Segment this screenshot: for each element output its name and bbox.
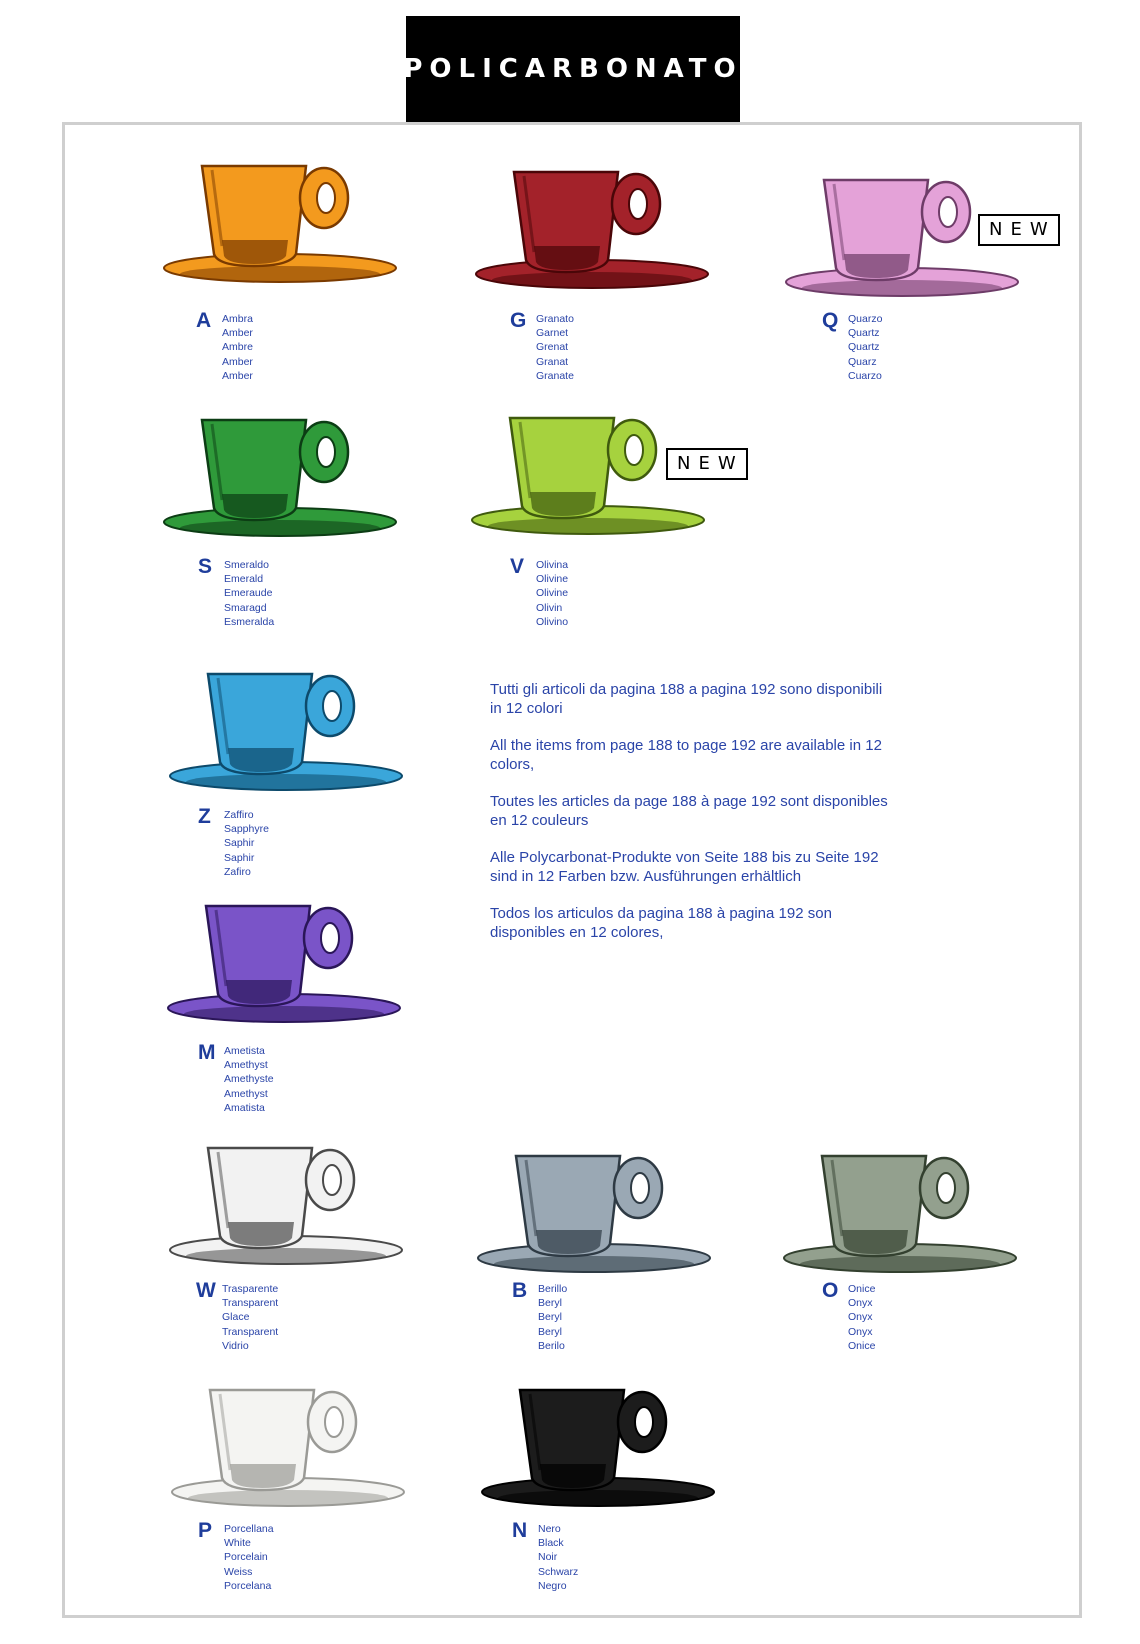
- color-label-v: [510, 556, 568, 629]
- color-name: Garnet: [536, 327, 569, 340]
- color-names: [848, 312, 882, 383]
- color-name: Saphir: [224, 851, 255, 864]
- color-name: Beryl: [538, 1325, 562, 1338]
- color-name: Olivine: [536, 573, 569, 586]
- page-title: POLICARBONATO: [406, 16, 740, 122]
- note-english: All the items from page 188 to page 192 are available in 12 colors,: [490, 737, 882, 773]
- cup-o-image: [780, 1146, 1020, 1286]
- color-name: Sapphyre: [224, 823, 269, 836]
- color-name: Ambra: [222, 313, 253, 325]
- color-name: Berillo: [538, 1283, 568, 1295]
- color-name: Onice: [848, 1283, 876, 1295]
- cup-m-image: [164, 896, 404, 1036]
- color-name: Beryl: [538, 1297, 562, 1310]
- color-label-q: [822, 310, 882, 383]
- color-name: Emerald: [224, 573, 264, 586]
- color-name: Black: [538, 1537, 564, 1550]
- color-name: Transparent: [222, 1325, 279, 1338]
- color-label-n: [512, 1520, 578, 1593]
- color-name: Onice: [848, 1339, 876, 1352]
- color-name: Transparent: [222, 1297, 279, 1310]
- color-code: O: [822, 1279, 839, 1302]
- color-code: A: [196, 309, 212, 332]
- color-label-s: [198, 556, 274, 629]
- color-name: Trasparente: [222, 1283, 279, 1295]
- color-code: V: [510, 555, 525, 578]
- cup-b-image: [474, 1146, 714, 1286]
- color-code: M: [198, 1041, 216, 1064]
- color-name: Quarzo: [848, 313, 883, 325]
- color-name: Amber: [222, 327, 253, 340]
- color-names: [224, 808, 269, 879]
- color-name: Zafiro: [224, 865, 251, 878]
- color-name: Smeraldo: [224, 559, 269, 571]
- color-name: Granat: [536, 355, 569, 368]
- color-name: Olivin: [536, 601, 563, 614]
- color-name: Cuarzo: [848, 369, 882, 382]
- color-name: Zaffiro: [224, 809, 254, 821]
- color-name: Onyx: [848, 1311, 873, 1324]
- color-name: Amber: [222, 369, 253, 382]
- color-names: [536, 558, 568, 629]
- color-name: Porcellana: [224, 1523, 274, 1535]
- color-label-z: [198, 806, 269, 879]
- color-name: Grenat: [536, 341, 569, 354]
- color-name: Esmeralda: [224, 615, 275, 628]
- cup-p-image: [168, 1380, 408, 1520]
- color-name: Quartz: [848, 327, 880, 340]
- color-name: Noir: [538, 1551, 558, 1564]
- color-label-o: [822, 1280, 875, 1353]
- color-name: Smaragd: [224, 601, 267, 614]
- cup-s-image: [160, 410, 400, 550]
- color-name: Olivina: [536, 559, 569, 571]
- color-name: Onyx: [848, 1325, 873, 1338]
- color-name: Schwarz: [538, 1565, 579, 1578]
- new-badge-quartz: NEW: [978, 214, 1060, 246]
- color-name: Vidrio: [222, 1339, 249, 1352]
- note-german: Alle Polycarbonat-Produkte von Seite 188 bis zu Seite 192 sind in 12 Farben bzw. Ausführungen erhältlich: [490, 849, 879, 885]
- cup-w-image: [166, 1138, 406, 1278]
- color-name: Negro: [538, 1579, 567, 1592]
- color-name: Granato: [536, 313, 574, 325]
- color-name: Ambre: [222, 341, 253, 354]
- color-names: [536, 312, 574, 383]
- color-name: Porcelain: [224, 1551, 268, 1564]
- color-label-w: [196, 1280, 278, 1353]
- note-spanish: Todos los articulos da pagina 188 à pagina 192 son disponibles en 12 colores,: [490, 905, 832, 941]
- color-name: Olivine: [536, 587, 569, 600]
- cup-g-image: [472, 162, 712, 302]
- color-names: [538, 1522, 578, 1593]
- color-code: N: [512, 1519, 528, 1542]
- color-names: [222, 1282, 278, 1353]
- color-names: [224, 1522, 274, 1593]
- color-name: Amethyst: [224, 1059, 268, 1072]
- color-name: Onyx: [848, 1297, 873, 1310]
- color-names: [224, 1044, 274, 1115]
- color-names: [538, 1282, 567, 1353]
- color-code: B: [512, 1279, 528, 1302]
- color-label-p: [198, 1520, 274, 1593]
- color-name: Amatista: [224, 1101, 265, 1114]
- color-name: Olivino: [536, 615, 569, 628]
- color-name: White: [224, 1537, 251, 1550]
- color-names: [222, 312, 253, 383]
- cup-z-image: [166, 664, 406, 804]
- color-code: S: [198, 555, 213, 578]
- color-names: [848, 1282, 875, 1353]
- color-name: Ametista: [224, 1045, 265, 1057]
- color-name: Amethyste: [224, 1073, 274, 1086]
- color-name: Berilo: [538, 1339, 565, 1352]
- cup-a-image: [160, 156, 400, 296]
- note-french: Toutes les articles da page 188 à page 192 sont disponibles en 12 couleurs: [490, 793, 888, 829]
- color-name: Emeraude: [224, 587, 273, 600]
- color-name: Amethyst: [224, 1087, 268, 1100]
- color-name: Granate: [536, 369, 574, 382]
- color-code: Q: [822, 309, 839, 332]
- color-name: Saphir: [224, 837, 255, 850]
- color-label-m: [198, 1042, 274, 1115]
- color-name: Quarz: [848, 355, 877, 368]
- color-name: Beryl: [538, 1311, 562, 1324]
- color-name: Porcelana: [224, 1579, 272, 1592]
- color-code: P: [198, 1519, 213, 1542]
- color-label-g: [510, 310, 574, 383]
- color-name: Weiss: [224, 1565, 253, 1578]
- new-badge-olivine: NEW: [666, 448, 748, 480]
- cup-n-image: [478, 1380, 718, 1520]
- color-code: W: [196, 1279, 216, 1302]
- color-label-b: [512, 1280, 567, 1353]
- note-italian: Tutti gli articoli da pagina 188 a pagina 192 sono disponibili in 12 colori: [490, 681, 883, 717]
- color-names: [224, 558, 274, 629]
- color-name: Nero: [538, 1523, 561, 1535]
- availability-note: [490, 680, 890, 960]
- color-code: Z: [198, 805, 211, 828]
- color-code: G: [510, 309, 527, 332]
- color-name: Glace: [222, 1311, 250, 1324]
- color-name: Amber: [222, 355, 253, 368]
- color-label-a: [196, 310, 253, 383]
- color-name: Quartz: [848, 341, 880, 354]
